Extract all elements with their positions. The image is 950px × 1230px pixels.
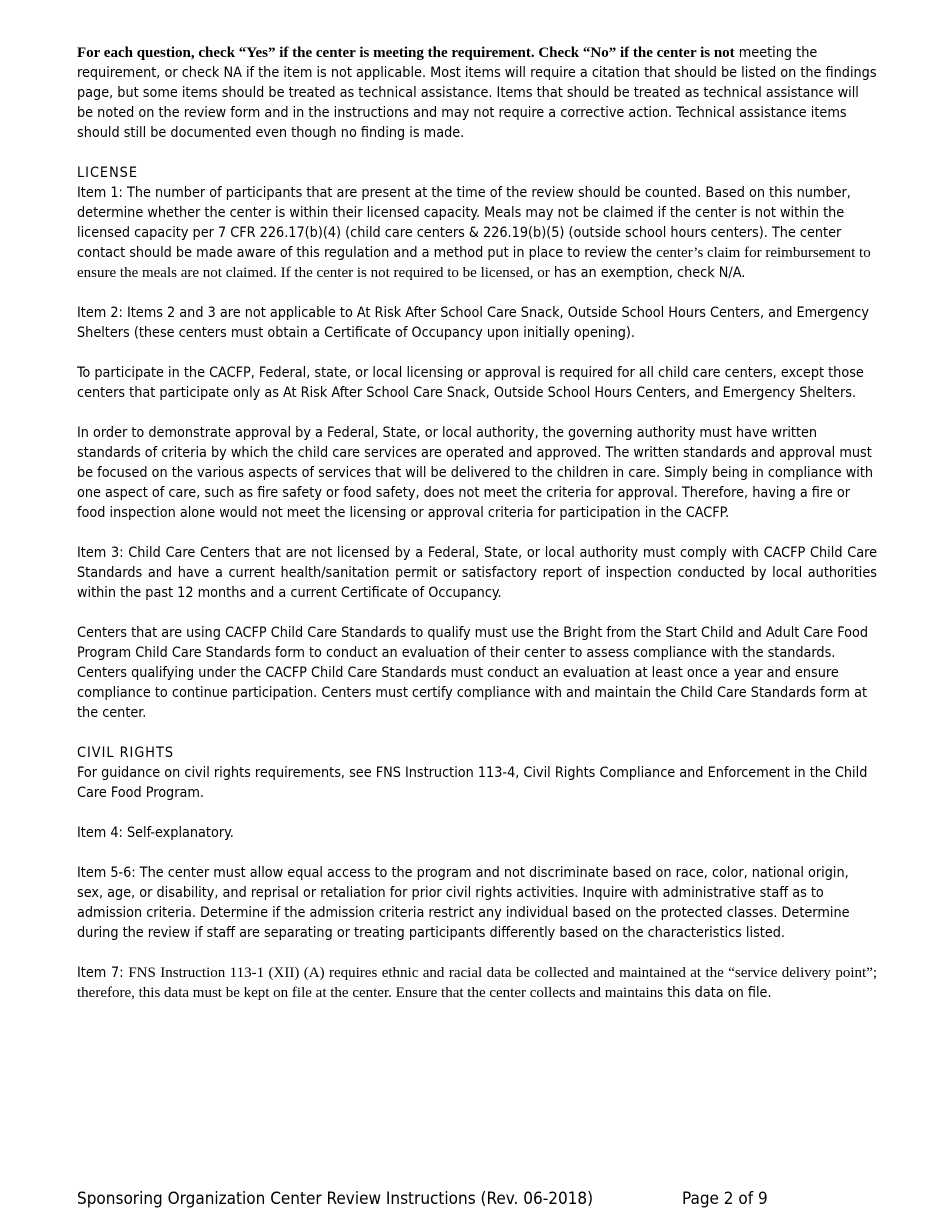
- document-body: [77, 43, 877, 1023]
- civil-rights-guidance: For guidance on civil rights requirements, see FNS Instruction 113-4, Civil Rights Compliance and Enforcement in the Child Care Food Program.: [77, 765, 868, 801]
- intro-bold-text: For each question, check “Yes” if the center is meeting the requirement. Check “No” if the center is not: [77, 45, 735, 61]
- license-approval-paragraph: In order to demonstrate approval by a Federal, State, or local authority, the governing authority must have written standards of criteria by which the child care services are operated and approved. The written standards and approval must be focused on the various aspects of services that will be delivered to the children in care. Simply being in compliance with one aspect of care, such as fire safety or food safety, does not meet the criteria for approval. Therefore, having a fire or food inspection alone would not meet the licensing or approval criteria for participation in the CACFP.: [77, 425, 874, 521]
- civil-rights-item-7: [77, 963, 877, 1003]
- license-participation-paragraph: To participate in the CACFP, Federal, state, or local licensing or approval is required for all child care centers, except those centers that participate only as At Risk After School Care Snack, Outside School Hours Centers, and Emergency Shelters.: [77, 365, 864, 401]
- civil-rights-item-7-end: this data on file.: [663, 985, 772, 1001]
- license-standards-paragraph: Centers that are using CACFP Child Care Standards to qualify must use the Bright from the Start Child and Adult Care Food Program Child Care Standards form to conduct an evaluation of their center to assess compliance with the standards. Centers qualifying under the CACFP Child Care Standards must conduct an evaluation at least once a year and ensure compliance to continue participation. Centers must certify compliance with and maintain the Child Care Standards form at the center.: [77, 625, 869, 721]
- civil-rights-item-7-text: FNS Instruction 113-1 (XII) (A) requires ethnic and racial data be collected and maintained at the “service delivery point”; therefore, this data must be kept on file at the center. Ensure that the center collects and maintains: [77, 965, 877, 1001]
- license-heading: LICENSE: [77, 165, 138, 181]
- license-item-1-part-c: has an exemption, check N/A.: [549, 265, 746, 281]
- civil-rights-section: [77, 743, 877, 803]
- civil-rights-item-4: Item 4: Self-explanatory.: [77, 825, 234, 841]
- page-number: Page 2 of 9: [682, 1189, 768, 1209]
- civil-rights-item-5-6: Item 5-6: The center must allow equal access to the program and not discriminate based on race, color, national origin, sex, age, or disability, and reprisal or retaliation for prior civil rights activities. Inquire with administrative staff as to admission criteria. Determine if the admission criteria restrict any individual based on the protected classes. Determine during the review if staff are separating or treating participants differently based on the characteristics listed.: [77, 865, 850, 941]
- civil-rights-heading: CIVIL RIGHTS: [77, 745, 174, 761]
- page-footer: [77, 1188, 877, 1210]
- intro-text: meeting the requirement, or check NA if the item is not applicable. Most items will require a citation that should be listed on the findings page, but some items should be treated as technical assistance. Items that should be treated as technical assistance will be noted on the review form and in the instructions and may not require a corrective action. Technical assistance items should still be documented even though no finding is made.: [77, 45, 877, 141]
- intro-paragraph: [77, 43, 877, 143]
- license-section: [77, 163, 877, 283]
- civil-rights-item-7-label: Item 7:: [77, 965, 129, 981]
- license-item-3: Item 3: Child Care Centers that are not licensed by a Federal, State, or local authority must comply with CACFP Child Care Standards and have a current health/sanitation permit or satisfactory report of inspection conducted by local authorities within the past 12 months and a current Certificate of Occupancy.: [77, 545, 877, 601]
- footer-title: Sponsoring Organization Center Review Instructions (Rev. 06-2018): [77, 1189, 594, 1209]
- license-item-2: Item 2: Items 2 and 3 are not applicable to At Risk After School Care Snack, Outside School Hours Centers, and Emergency Shelters (these centers must obtain a Certificate of Occupancy upon initially opening).: [77, 305, 869, 341]
- license-item-1: [77, 183, 877, 283]
- license-item-1-part-b: center’s claim for reimbursement to ensure the meals are not claimed. If the center is not required to be licensed, or: [77, 245, 871, 281]
- license-item-1-part-a: Item 1: The number of participants that are present at the time of the review should be counted. Based on this number, determine whether the center is within their licensed capacity. Meals may not be claimed if the center is not within the licensed capacity per 7 CFR 226.17(b)(4) (child care centers & 226.19(b)(5) (outside school hours centers). The center contact should be made aware of this regulation and a method put in place to review the: [77, 185, 851, 261]
